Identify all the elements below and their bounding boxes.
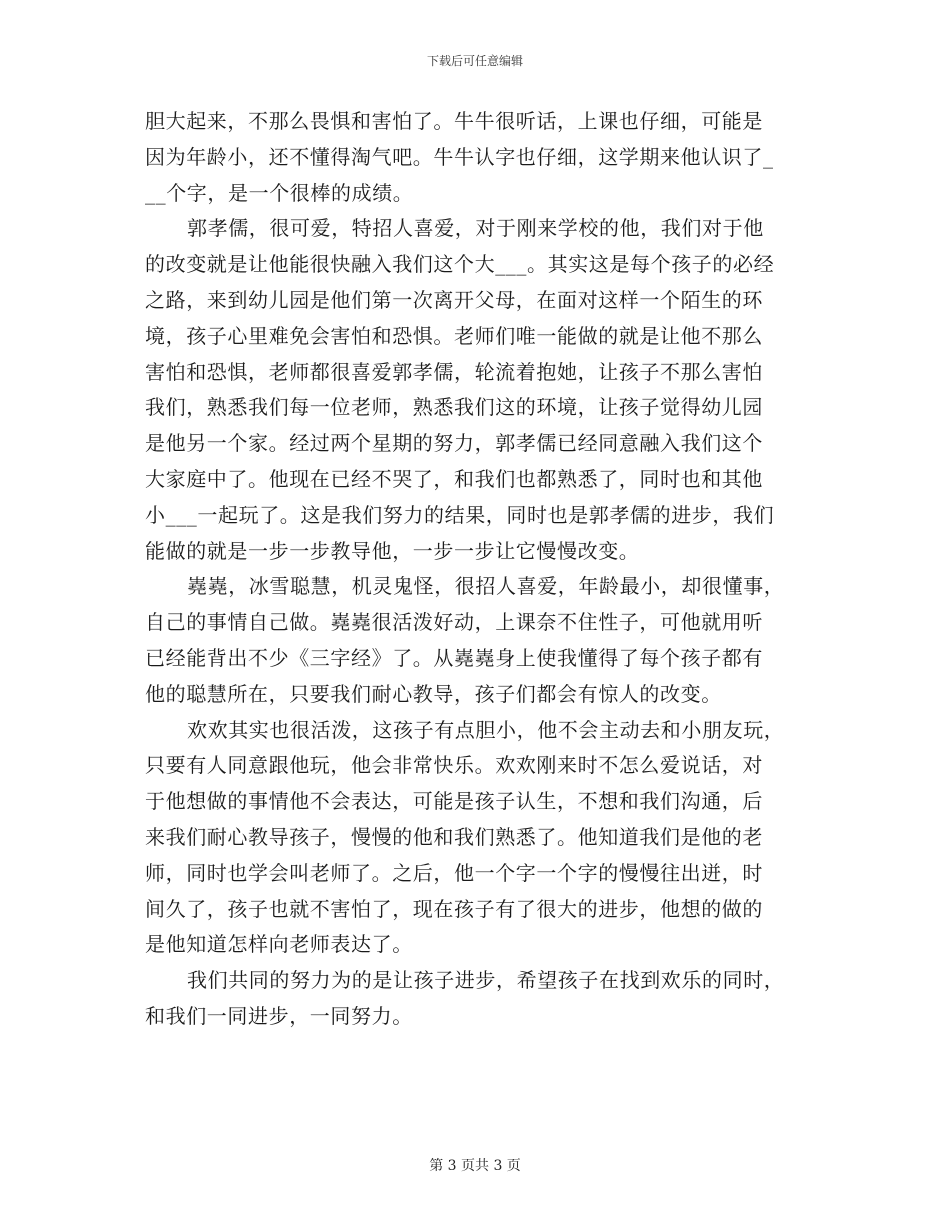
text-line: 胆大起来，不那么畏惧和害怕了。牛牛很听话，上课也仔细，可能是 bbox=[145, 109, 763, 133]
document-body bbox=[145, 104, 805, 1035]
text-line: 大家庭中了。他现在已经不哭了，和我们也都熟悉了，同时也和其他 bbox=[145, 466, 763, 491]
text-line: 是他知道怎样向老师表达了。 bbox=[145, 932, 413, 957]
text-line: 之路，来到幼儿园是他们第一次离开父母，在面对这样一个陌生的环 bbox=[145, 287, 763, 312]
text-line: 害怕和恐惧，老师都很喜爱郭孝儒，轮流着抱她，让孩子不那么害怕 bbox=[145, 359, 763, 384]
text-line: 于他想做的事情他不会表达，可能是孩子认生，不想和我们沟通，后 bbox=[145, 789, 763, 814]
text-line: 自己的事情自己做。嶤嶤很活泼好动，上课奈不住性子，可他就用听 bbox=[145, 610, 763, 635]
text-line: 和我们一同进步，一同努力。 bbox=[145, 1003, 413, 1028]
text-line: 只要有人同意跟他玩，他会非常快乐。欢欢刚来时不怎么爱说话，对 bbox=[145, 753, 763, 778]
text-line: 因为年龄小，还不懂得淘气吧。牛牛认字也仔细，这学期来他认识了_ bbox=[145, 144, 774, 169]
text-line: 境，孩子心里难免会害怕和恐惧。老师们唯一能做的就是让他不那么 bbox=[145, 323, 763, 348]
text-line: 小___一起玩了。这是我们努力的结果，同时也是郭孝儒的进步，我们 bbox=[145, 502, 775, 527]
paragraph-first-line: 嶤嶤，冰雪聪慧，机灵鬼怪，很招人喜爱，年龄最小，却很懂事， bbox=[187, 574, 785, 599]
text-line: 他的聪慧所在，只要我们耐心教导，孩子们都会有惊人的改变。 bbox=[145, 681, 722, 706]
page-number-footer: 第 3 页共 3 页 bbox=[429, 1158, 521, 1174]
paragraph-first-line: 郭孝儒，很可爱，特招人喜爱，对于刚来学校的他，我们对于他 bbox=[187, 216, 764, 241]
text-line: 已经能背出不少《三字经》了。从嶤嶤身上使我懂得了每个孩子都有 bbox=[145, 645, 763, 670]
text-line: 我们，熟悉我们每一位老师，熟悉我们这的环境，让孩子觉得幼儿园 bbox=[145, 395, 763, 420]
text-line: 师，同时也学会叫老师了。之后，他一个字一个字的慢慢往出迸，时 bbox=[145, 860, 763, 885]
text-line: 能做的就是一步一步教导他，一步一步让它慢慢改变。 bbox=[145, 538, 640, 563]
paragraph-first-line: 欢欢其实也很活泼，这孩子有点胆小，他不会主动去和小朋友玩， bbox=[187, 717, 785, 742]
text-line: 的改变就是让他能很快融入我们这个大___。其实这是每个孩子的必经 bbox=[145, 252, 775, 277]
page-header: 下载后可任意编辑 bbox=[426, 54, 523, 68]
text-line: 来我们耐心教导孩子，慢慢的他和我们熟悉了。他知道我们是他的老 bbox=[145, 824, 763, 849]
text-line: 是他另一个家。经过两个星期的努力，郭孝儒已经同意融入我们这个 bbox=[145, 431, 763, 456]
text-line: __个字，是一个很棒的成绩。 bbox=[145, 180, 414, 205]
text-line: 间久了，孩子也就不害怕了，现在孩子有了很大的进步，他想的做的 bbox=[145, 896, 763, 921]
paragraph-first-line: 我们共同的努力为的是让孩子进步，希望孩子在找到欢乐的同时， bbox=[187, 968, 785, 993]
